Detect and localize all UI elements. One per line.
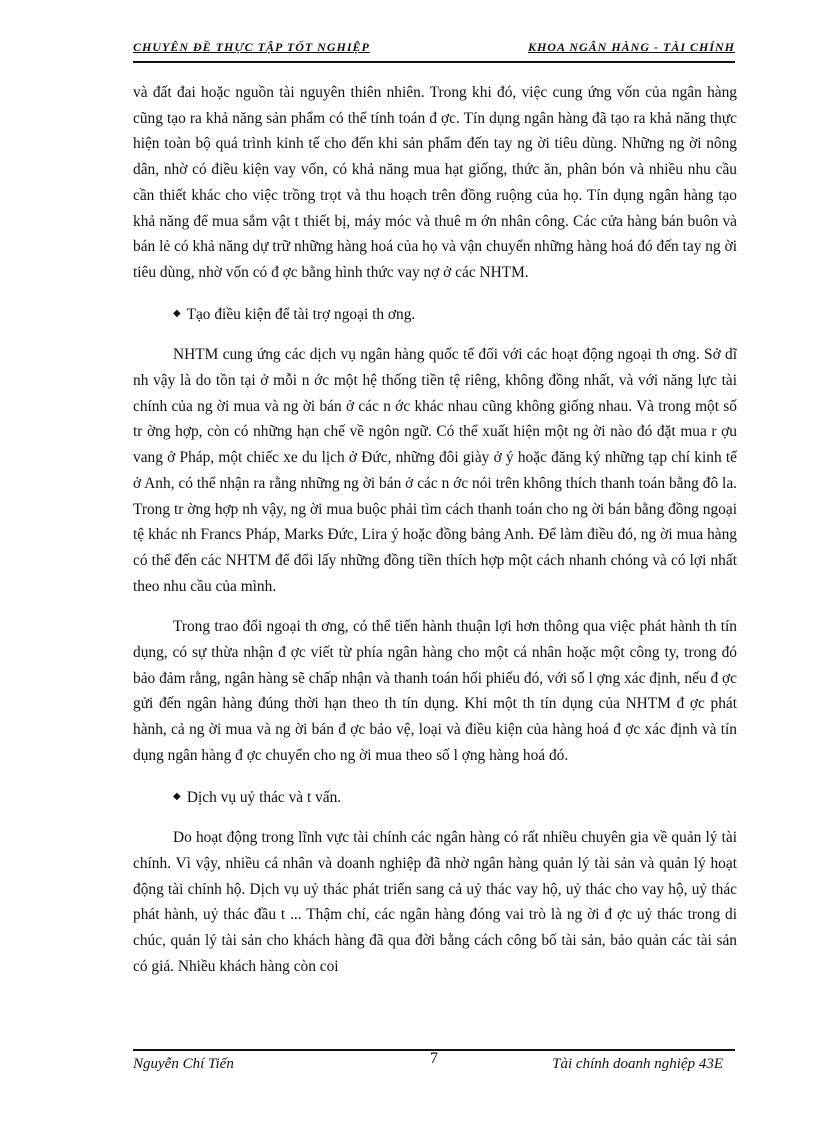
diamond-bullet-icon: ◆ (173, 307, 181, 319)
header-divider (133, 61, 735, 63)
page-body (133, 80, 737, 980)
header-left-title: CHUYÊN ĐỀ THỰC TẬP TỐT NGHIỆP (133, 40, 370, 54)
paragraph-1: và đất đai hoặc nguồn tài nguyên thiên nhiên. Trong khi đó, việc cung ứng vốn của ngân hàng cũng tạo ra khả năng sản phẩm có thể tính toán đ ợc. Tín dụng ngân hàng đã tạo ra khả năng thực hiện toàn bộ quá trình kinh tế cho đến khi sản phẩm đến tay ng ời tiêu dùng. Những ng ời nông dân, nhờ có điều kiện vay vốn, có khả năng mua hạt giống, thức ăn, phân bón và nhiều nhu cầu cần thiết khác cho việc trồng trọt và thu hoạch trên đồng ruộng của họ. Tín dụng ngân hàng tạo khả năng để mua sắm vật t thiết bị, máy móc và thuê m ớn nhân công. Các cửa hàng bán buôn và bán lẻ có khả năng dự trữ những hàng hoá của họ và vận chuyển những hàng hoá đó đến tay ng ời tiêu dùng, nhờ vốn có đ ợc bằng hình thức vay nợ ở các NHTM. (133, 84, 737, 281)
header-right-title: KHOA NGÂN HÀNG - TÀI CHÍNH (527, 40, 735, 54)
paragraph-2: NHTM cung ứng các dịch vụ ngân hàng quốc tế đối với các hoạt động ngoại th ơng. Sở dĩ nh vậy là do tồn tại ở mỗi n ớc một hệ thống tiền tệ riêng, không đồng nhất, và với năng lực tài chính của ng ời mua và ng ời bán ở các n ớc khác nhau cũng không giống nhau. Và trong một số tr ờng hợp, còn có những hạn chế về ngôn ngữ. Có thể xuất hiện một ng ời nào đó đặt mua r ợu vang ở Pháp, một chiếc xe du lịch ở Đức, những đôi giày ở ý hoặc đăng ký những tạp chí kinh tế ở Anh, có thể nhận ra rằng những ng ời bán ở các n ớc nói trên không thích thanh toán bằng đô la. Trong tr ờng hợp nh vậy, ng ời mua buộc phải tìm cách thanh toán cho ng ời bán bằng đồng ngoại tệ khác nh Francs Pháp, Marks Đức, Lira ý hoặc đồng bảng Anh. Để làm điều đó, ng ời mua hàng có thể đến các NHTM để đổi lấy những đồng tiền thích hợp một cách nhanh chóng và có lợi nhất theo nhu cầu của mình. (133, 346, 737, 595)
footer-author: Nguyễn Chí Tiến (133, 1056, 234, 1072)
footer-class: Tài chính doanh nghiệp 43E (552, 1056, 723, 1072)
page-footer (133, 1050, 735, 1090)
paragraph-4: Do hoạt động trong lĩnh vực tài chính các ngân hàng có rất nhiều chuyên gia về quản lý tài chính. Vì vậy, nhiều cá nhân và doanh nghiệp đã nhờ ngân hàng quản lý tài sản và quản lý hoạt động tài chính hộ. Dịch vụ uỷ thác phát triển sang cả uỷ thác vay hộ, uỷ thác cho vay hộ, uỷ thác phát hành, uỷ thác đầu t ... Thậm chí, các ngân hàng đóng vai trò là ng ời đ ợc uỷ thác trong di chúc, quản lý tài sản cho khách hàng đã qua đời bằng cách công bố tài sản, bảo quản các tài sản có giá. Nhiều khách hàng còn coi (133, 829, 737, 975)
bullet-text-1: Tạo điều kiện để tài trợ ngoại th ơng. (186, 305, 416, 323)
bullet-item-2 (133, 784, 737, 811)
paragraph-3: Trong trao đổi ngoại th ơng, có thể tiến hành thuận lợi hơn thông qua việc phát hành th tín dụng, có sự thừa nhận đ ợc viết từ phía ngân hàng cho một cá nhân hoặc một công ty, trong đó bảo đảm rằng, ngân hàng sẽ chấp nhận và thanh toán hối phiếu đó, với số l ợng xác định, nếu đ ợc gửi đến ngân hàng đúng thời hạn theo th tín dụng. Khi một th tín dụng của NHTM đ ợc phát hành, cả ng ời mua và ng ời bán đ ợc bảo vệ, loại và điều kiện của hàng hoá đ ợc xác định và tín dụng ngân hàng đ ợc chuyển cho ng ời mua theo số l ợng hàng hoá đó. (133, 618, 737, 764)
bullet-text-2: Dịch vụ uỷ thác và t vấn. (186, 788, 342, 806)
page-header (133, 38, 735, 58)
diamond-bullet-icon: ◆ (173, 790, 181, 802)
page-number: 7 (430, 1050, 438, 1067)
bullet-item-1 (133, 301, 737, 328)
